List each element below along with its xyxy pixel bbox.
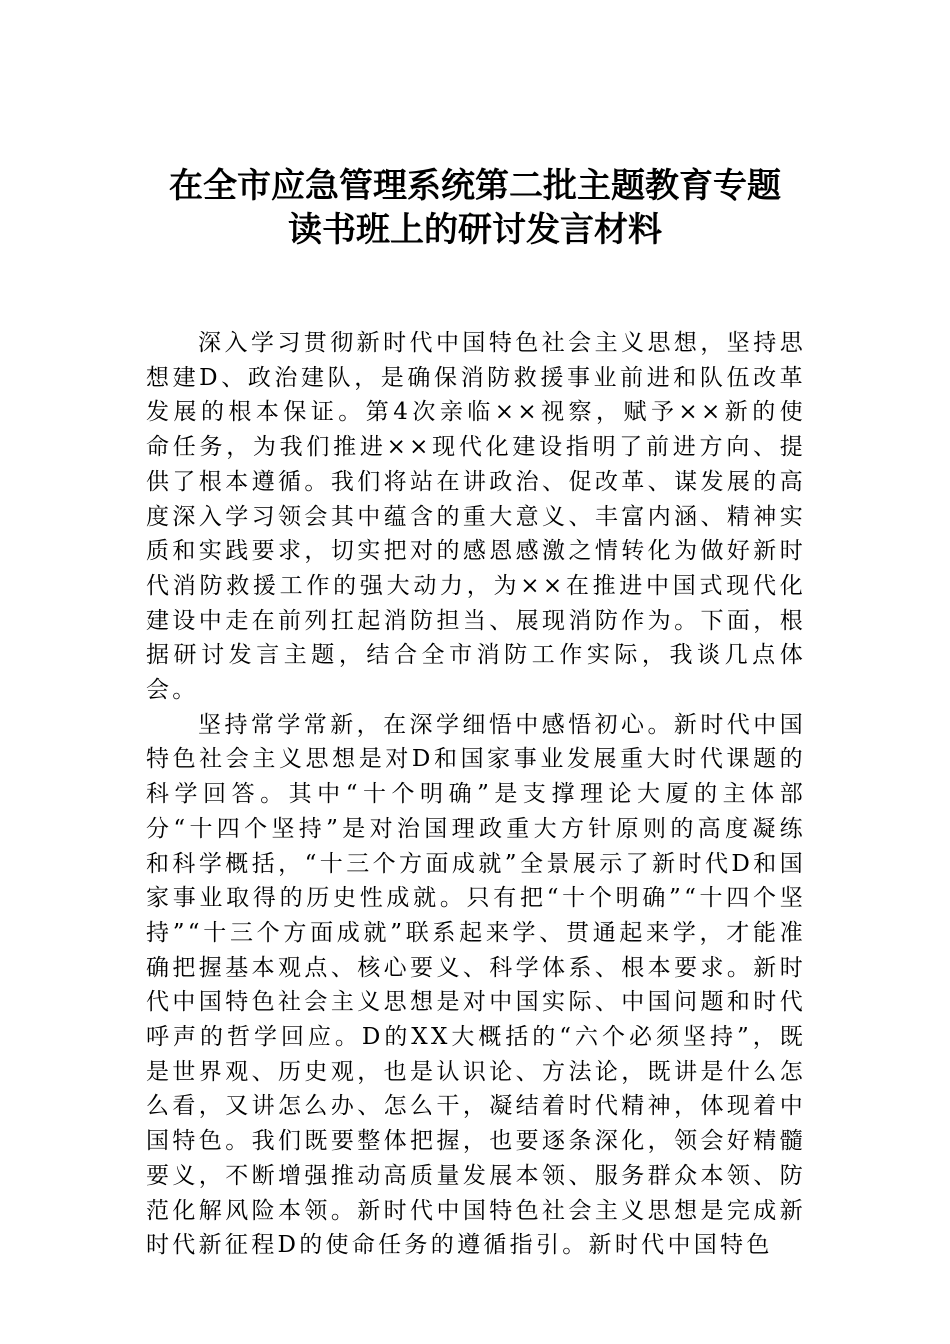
body-paragraph-1: 深入学习贯彻新时代中国特色社会主义思想，坚持思想建D、政治建队，是确保消防救援事业前进和队伍改革发展的根本保证。第4次亲临××视察，赋予××新的使命任务，为我们推进××现代化建设指明了前进方向、提供了根本遵循。我们将站在讲政治、促改革、谋发展的高度深入学习领会其中蕴含的重大意义、丰富内涵、精神实质和实践要求，切实把对的感恩感激之情转化为做好新时代消防救援工作的强大动力，为××在推进中国式现代化建设中走在前列扛起消防担当、展现消防作为。下面，根据研讨发言主题，结合全市消防工作实际，我谈几点体会。 (146, 330, 806, 704)
document-body (146, 326, 806, 1263)
body-paragraph-2: 坚持常学常新，在深学细悟中感悟初心。新时代中国特色社会主义思想是对D和国家事业发展重大时代课题的科学回答。其中“十个明确”是支撑理论大厦的主体部分“十四个坚持”是对治国理政重大方针原则的高度凝练和科学概括，“十三个方面成就”全景展示了新时代D和国家事业取得的历史性成就。只有把“十个明确”“十四个坚持”“十三个方面成就”联系起来学、贯通起来学，才能准确把握基本观点、核心要义、科学体系、根本要求。新时代中国特色社会主义思想是对中国实际、中国问题和时代呼声的哲学回应。D的XX大概括的“六个必须坚持”，既是世界观、历史观，也是认识论、方法论，既讲是什么怎么看，又讲怎么办、怎么干，凝结着时代精神，体现着中国特色。我们既要整体把握，也要逐条深化，领会好精髓要义，不断增强推动高质量发展本领、服务群众本领、防范化解风险本领。新时代中国特色社会主义思想是完成新时代新征程D的使命任务的遵循指引。新时代中国特色 (146, 711, 806, 1259)
document-title-line-1: 在全市应急管理系统第二批主题教育专题 (169, 166, 781, 206)
document-title-line-2: 读书班上的研讨发言材料 (288, 210, 662, 250)
